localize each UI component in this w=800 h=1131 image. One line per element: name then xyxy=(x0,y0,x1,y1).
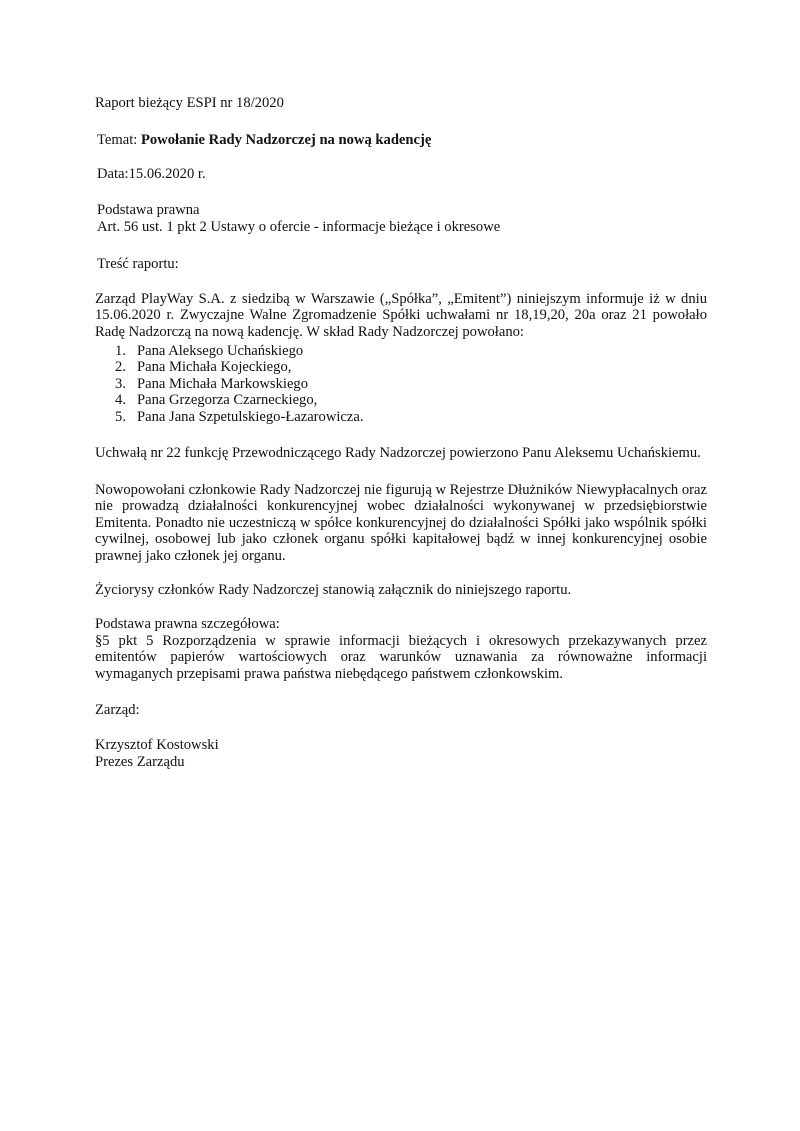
list-item: 5. Pana Jana Szpetulskiego-Łazarowicza. xyxy=(115,408,364,425)
list-item: 3. Pana Michała Markowskiego xyxy=(115,375,309,392)
signatory-name: Krzysztof Kostowski xyxy=(95,737,219,753)
board-members-list xyxy=(102,343,502,425)
board-label: Zarząd: xyxy=(95,702,140,718)
member-name: Pana Michała Markowskiego xyxy=(137,375,309,392)
report-date: Data:15.06.2020 r. xyxy=(97,166,206,182)
detailed-basis-label: Podstawa prawna szczegółowa: xyxy=(95,616,280,632)
member-name: Pana Grzegorza Czarneckiego, xyxy=(137,392,318,409)
member-name: Pana Aleksego Uchańskiego xyxy=(137,343,304,359)
member-name: Pana Jana Szpetulskiego-Łazarowicza. xyxy=(137,408,364,425)
list-item: 2. Pana Michała Kojeckiego, xyxy=(115,359,292,376)
detailed-basis-text: §5 pkt 5 Rozporządzenia w sprawie informacji bieżących i okresowych przekazywanych przez emitentów papierów wartościowych oraz warunków uznawania za równoważne informacji wymaganych przepisami prawa państwa niebędącego państwem członkowskim. xyxy=(95,633,707,682)
subject-label: Temat: xyxy=(97,132,141,148)
list-item: 1. Pana Aleksego Uchańskiego xyxy=(115,343,304,359)
chairman-paragraph: Uchwałą nr 22 funkcję Przewodniczącego Rady Nadzorczej powierzono Panu Aleksemu Uchańskiemu. xyxy=(95,445,701,461)
legal-basis-label: Podstawa prawna xyxy=(97,202,200,218)
signatory-title: Prezes Zarządu xyxy=(95,754,185,770)
legal-basis-text: Art. 56 ust. 1 pkt 2 Ustawy o ofercie - informacje bieżące i okresowe xyxy=(97,219,501,235)
content-label: Treść raportu: xyxy=(97,256,179,272)
cv-attachment-note: Życiorysy członków Rady Nadzorczej stanowią załącznik do niniejszego raportu. xyxy=(95,582,572,598)
list-item: 4. Pana Grzegorza Czarneckiego, xyxy=(115,392,318,409)
declaration-paragraph: Nowopowołani członkowie Rady Nadzorczej nie figurują w Rejestrze Dłużników Niewypłacalnych oraz nie prowadzą działalności konkurencyjnej wobec działalności wykonywanej w przedsiębiorstwie Emitenta. Ponadto nie uczestniczą w spółce konkurencyjnej do działalności Spółki jako wspólnik spółki cywilnej, osobowej lub jako członek organu spółki kapitałowej bądź w innej konkurencyjnej osobie prawnej jako członek jej organu. xyxy=(95,482,707,564)
intro-paragraph: Zarząd PlayWay S.A. z siedzibą w Warszawie („Spółka”, „Emitent”) niniejszym informuje iż w dniu 15.06.2020 r. Zwyczajne Walne Zgromadzenie Spółki uchwałami nr 18,19,20, 20a oraz 21 powołało Radę Nadzorczą na nową kadencję. W skład Rady Nadzorczej powołano: xyxy=(95,291,707,340)
member-name: Pana Michała Kojeckiego, xyxy=(137,359,292,376)
report-subject-line xyxy=(97,132,431,148)
subject-title: Powołanie Rady Nadzorczej na nową kadencję xyxy=(140,132,432,148)
report-header: Raport bieżący ESPI nr 18/2020 xyxy=(95,95,284,111)
